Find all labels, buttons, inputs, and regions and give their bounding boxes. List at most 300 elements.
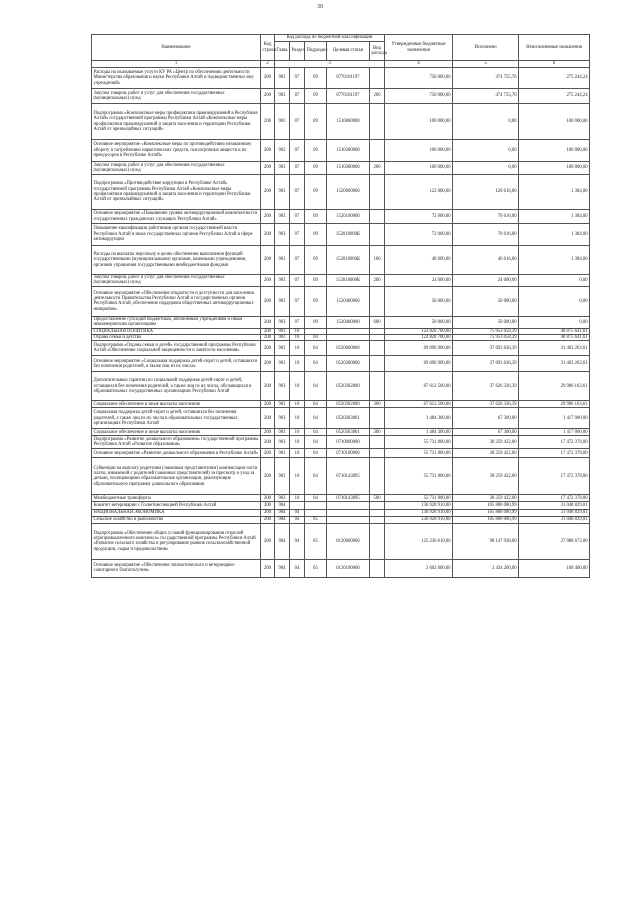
row-executed: 474 755,76	[453, 89, 519, 104]
row-line-code: 200	[261, 316, 275, 328]
row-chapter: 903	[275, 224, 290, 246]
table-row	[92, 89, 590, 104]
row-approved: 100 000,00	[385, 140, 453, 162]
row-name: Расходы на выплаты персоналу в целях обеспечения выполнения функций государственными (муниципальными) органами, казенными учреждениями, органами управления государственными внебюджетными фондами	[92, 246, 261, 275]
row-expense-type	[370, 516, 385, 523]
table-row	[92, 559, 590, 577]
row-name: Основное мероприятие «Обеспечение открытости и доступности для населения деятельности Правительства Республики Алтай и государственных органов Республики Алтай, обеспечение поддержки общественных антикоррупционных инициатив»	[92, 286, 261, 316]
row-section: 04	[290, 559, 305, 577]
column-number: 4	[385, 61, 453, 68]
row-name: Подпрограмма «Комплексные меры профилактики правонарушений в Республике Алтай» государственной программы Республики Алтай «Комплексные меры профилактики правонарушений и защита населения и территории Республики Алтай от чрезвычайных ситуаций»	[92, 104, 261, 140]
row-unexecuted: 48 875 641,61	[519, 328, 590, 334]
row-name: Расходы на оказываемые услуги КУ РА «Центр по обеспечению деятельности Министерства образования и науки Республики Алтай и подведомственных ему учреждений»	[92, 68, 261, 89]
row-chapter: 903	[275, 372, 290, 401]
table-row	[92, 523, 590, 559]
row-target-item: 0770101197	[327, 68, 370, 89]
row-executed: 24 000,00	[453, 275, 519, 287]
row-chapter: 903	[275, 275, 290, 287]
row-approved: 55 731 800,00	[385, 495, 453, 502]
row-expense-type: 300	[370, 429, 385, 436]
row-expense-type	[370, 372, 385, 401]
row-expense-type: 200	[370, 89, 385, 104]
row-approved: 1 484 300,00	[385, 408, 453, 429]
row-approved: 50 000,00	[385, 316, 453, 328]
table-row	[92, 210, 590, 224]
row-unexecuted: 29 986 163,61	[519, 401, 590, 408]
row-unexecuted: 1 417 000,00	[519, 408, 590, 429]
row-executed: 105 880 080,99	[453, 502, 519, 510]
table-row	[92, 162, 590, 175]
table-row	[92, 372, 590, 401]
header-target-item: Целевая статья	[327, 42, 370, 61]
row-section: 10	[290, 401, 305, 408]
row-unexecuted: 275 244,24	[519, 68, 590, 89]
row-subsection: 04	[305, 401, 327, 408]
row-target-item: 1520100000	[327, 210, 370, 224]
row-chapter: 904	[275, 516, 290, 523]
table-row	[92, 429, 590, 436]
row-line-code: 200	[261, 341, 275, 356]
row-line-code: 200	[261, 68, 275, 89]
row-approved: 125 236 610,00	[385, 523, 453, 559]
row-unexecuted: 31 403 263,61	[519, 356, 590, 372]
row-executed: 46 616,00	[453, 246, 519, 275]
header-section: Раздел	[290, 42, 305, 61]
row-executed: 0,00	[453, 162, 519, 175]
row-subsection: 04	[305, 356, 327, 372]
row-section: 04	[290, 523, 305, 559]
row-chapter: 904	[275, 502, 290, 510]
table-row	[92, 316, 590, 328]
row-section: 04	[290, 516, 305, 523]
row-line-code: 200	[261, 401, 275, 408]
row-section: 07	[290, 316, 305, 328]
row-unexecuted: 100 000,00	[519, 104, 590, 140]
row-line-code: 200	[261, 335, 275, 341]
row-unexecuted: 31 403 263,61	[519, 341, 590, 356]
row-unexecuted: 17 472 378,00	[519, 449, 590, 458]
row-target-item: 152010000К	[327, 246, 370, 275]
row-approved: 750 000,00	[385, 68, 453, 89]
row-expense-type	[370, 408, 385, 429]
row-target-item: 1510300000	[327, 162, 370, 175]
row-unexecuted: 17 472 378,00	[519, 458, 590, 495]
row-line-code: 200	[261, 175, 275, 210]
row-approved: 122 000,00	[385, 175, 453, 210]
table-row	[92, 246, 590, 275]
row-target-item: 1520000000	[327, 175, 370, 210]
table-row	[92, 408, 590, 429]
row-unexecuted: 0,00	[519, 275, 590, 287]
header-expense-type: Вид расхода	[370, 42, 385, 61]
row-executed: 70 616,00	[453, 224, 519, 246]
row-section: 07	[290, 104, 305, 140]
row-section: 07	[290, 224, 305, 246]
table-row	[92, 356, 590, 372]
row-unexecuted: 1 384,00	[519, 246, 590, 275]
table-row	[92, 341, 590, 356]
row-name: Закупка товаров, работ и услуг для обеспечения государственных (муниципальных) нужд	[92, 89, 261, 104]
row-line-code: 200	[261, 559, 275, 577]
row-executed: 37 626 336,39	[453, 372, 519, 401]
row-line-code: 200	[261, 502, 275, 510]
row-name: Закупка товаров, работ и услуг для обеспечения государственных (муниципальных) нужд	[92, 162, 261, 175]
row-unexecuted: 31 048 829,01	[519, 502, 590, 510]
row-line-code: 200	[261, 436, 275, 449]
row-target-item	[327, 502, 370, 510]
row-name: Подпрограмма «Противодействие коррупции в Республике Алтай» государственной программы Республики Алтай «Комплексные меры профилактики правонарушений и защита населения и территории Республики Алтай от чрезвычайных ситуаций»	[92, 175, 261, 210]
row-chapter: 903	[275, 341, 290, 356]
table-row	[92, 104, 590, 140]
row-name: НАЦИОНАЛЬНАЯ ЭКОНОМИКА	[92, 510, 261, 516]
row-name: Социальное обеспечение и иные выплаты населению	[92, 401, 261, 408]
row-approved: 100 000,00	[385, 162, 453, 175]
row-subsection: 05	[305, 523, 327, 559]
row-approved: 69 096 900,00	[385, 356, 453, 372]
row-expense-type	[370, 449, 385, 458]
row-executed: 38 259 422,00	[453, 458, 519, 495]
header-name: Наименование	[92, 35, 261, 61]
row-line-code: 200	[261, 140, 275, 162]
row-name: Субвенции на выплату родителям (законным представителям) компенсации части платы, взимаемой с родителей (законных представителей) за присмотр и уход за детьми, посещающими образовательные организации, реализующие образовательную программу дошкольного образования	[92, 458, 261, 495]
row-approved: 2 602 600,00	[385, 559, 453, 577]
row-subsection: 09	[305, 275, 327, 287]
row-expense-type: 500	[370, 495, 385, 502]
row-executed: 75 953 058,39	[453, 328, 519, 334]
row-chapter: 903	[275, 408, 290, 429]
row-unexecuted: 168 400,00	[519, 559, 590, 577]
row-executed: 38 259 422,00	[453, 495, 519, 502]
row-executed: 38 259 422,00	[453, 449, 519, 458]
row-executed: 50 000,00	[453, 286, 519, 316]
row-expense-type: 600	[370, 316, 385, 328]
row-line-code: 200	[261, 162, 275, 175]
header-subsection: Подраздел	[305, 42, 327, 61]
row-approved: 55 731 800,00	[385, 458, 453, 495]
row-approved: 55 731 800,00	[385, 436, 453, 449]
row-expense-type	[370, 502, 385, 510]
row-line-code: 200	[261, 449, 275, 458]
row-target-item: 1520400000	[327, 316, 370, 328]
row-expense-type	[370, 523, 385, 559]
row-chapter: 903	[275, 429, 290, 436]
row-name: Подпрограмма «Развитие дошкольного образования» государственной программы Республики Алтай «Развитие образования»	[92, 436, 261, 449]
row-subsection: 05	[305, 559, 327, 577]
row-line-code: 200	[261, 510, 275, 516]
row-executed: 37 626 336,39	[453, 401, 519, 408]
row-approved: 72 000,00	[385, 224, 453, 246]
row-executed: 105 880 080,99	[453, 516, 519, 523]
row-unexecuted: 31 048 829,01	[519, 510, 590, 516]
row-subsection: 09	[305, 68, 327, 89]
row-chapter: 903	[275, 316, 290, 328]
row-chapter: 903	[275, 356, 290, 372]
row-executed: 37 693 636,39	[453, 341, 519, 356]
row-unexecuted: 1 384,00	[519, 175, 590, 210]
row-approved: 124 828 700,00	[385, 328, 453, 334]
row-expense-type	[370, 436, 385, 449]
row-subsection: 04	[305, 408, 327, 429]
table-row	[92, 275, 590, 287]
row-executed: 70 616,00	[453, 210, 519, 224]
row-name: Основное мероприятие «Комплексные меры по противодействию незаконному обороту и потреблению наркотических средств, психотропных веществ и их прекурсоров в Республике Алтай»	[92, 140, 261, 162]
row-executed: 105 880 080,99	[453, 510, 519, 516]
row-chapter: 903	[275, 210, 290, 224]
row-line-code: 200	[261, 286, 275, 316]
row-subsection: 09	[305, 104, 327, 140]
column-number: 1	[92, 61, 261, 68]
row-unexecuted: 27 088 672,00	[519, 523, 590, 559]
table-row	[92, 401, 590, 408]
row-chapter: 903	[275, 104, 290, 140]
column-number: 6	[519, 61, 590, 68]
row-executed: 38 259 422,00	[453, 436, 519, 449]
header-executed: Исполнено	[453, 35, 519, 61]
row-section: 10	[290, 458, 305, 495]
row-approved: 24 000,00	[385, 275, 453, 287]
row-unexecuted: 1 417 000,00	[519, 429, 590, 436]
row-target-item: 0520303061	[327, 408, 370, 429]
row-chapter: 903	[275, 335, 290, 341]
row-line-code: 200	[261, 89, 275, 104]
row-subsection: 09	[305, 89, 327, 104]
row-subsection: 04	[305, 436, 327, 449]
row-line-code: 200	[261, 356, 275, 372]
row-subsection: 09	[305, 140, 327, 162]
row-approved: 124 828 700,00	[385, 335, 453, 341]
row-target-item: 1510300000	[327, 140, 370, 162]
row-section: 10	[290, 335, 305, 341]
row-name: Основное мероприятие «Развитие дошкольного образования в Республике Алтай»	[92, 449, 261, 458]
row-target-item: 0710143895	[327, 458, 370, 495]
row-subsection: 04	[305, 341, 327, 356]
row-subsection: 09	[305, 246, 327, 275]
row-expense-type: 200	[370, 162, 385, 175]
row-line-code: 200	[261, 328, 275, 334]
header-unexecuted: Неисполненные назначения	[519, 35, 590, 61]
row-target-item: 0520000000	[327, 341, 370, 356]
row-subsection: 04	[305, 335, 327, 341]
row-chapter: 904	[275, 523, 290, 559]
row-line-code: 200	[261, 224, 275, 246]
table-row	[92, 286, 590, 316]
row-name: Основное мероприятие «Обеспечение эпизоотического и ветеринарно-санитарного благополучия»	[92, 559, 261, 577]
row-line-code: 200	[261, 516, 275, 523]
row-section: 10	[290, 436, 305, 449]
row-approved: 136 928 910,00	[385, 502, 453, 510]
row-name: Межбюджетные трансферты	[92, 495, 261, 502]
row-expense-type	[370, 356, 385, 372]
row-subsection	[305, 502, 327, 510]
row-chapter: 903	[275, 246, 290, 275]
row-section: 10	[290, 408, 305, 429]
row-unexecuted: 17 472 378,00	[519, 495, 590, 502]
row-line-code: 200	[261, 372, 275, 401]
row-line-code: 200	[261, 458, 275, 495]
table-row	[92, 175, 590, 210]
row-chapter: 903	[275, 436, 290, 449]
row-line-code: 200	[261, 246, 275, 275]
row-approved: 72 000,00	[385, 210, 453, 224]
row-chapter: 904	[275, 510, 290, 516]
row-name: Подпрограмма «Обеспечение общих условий функционирования отраслей агропромышленного комплекса» государственной программы Республики Алтай «Развитие сельского хозяйства и регулирование рынков сельскохозяйственной продукции, сырья и продовольствия»	[92, 523, 261, 559]
page-number: 30	[317, 4, 323, 10]
row-target-item: 152010000К	[327, 275, 370, 287]
row-subsection: 09	[305, 316, 327, 328]
row-executed: 67 300,00	[453, 408, 519, 429]
row-section: 07	[290, 175, 305, 210]
row-subsection: 09	[305, 286, 327, 316]
table-row	[92, 495, 590, 502]
row-expense-type	[370, 210, 385, 224]
row-section: 04	[290, 510, 305, 516]
column-number: 5	[453, 61, 519, 68]
row-executed: 474 755,76	[453, 68, 519, 89]
row-subsection: 04	[305, 458, 327, 495]
row-expense-type	[370, 286, 385, 316]
row-subsection: 04	[305, 495, 327, 502]
row-section: 10	[290, 495, 305, 502]
row-approved: 1 484 300,00	[385, 429, 453, 436]
row-unexecuted: 0,00	[519, 316, 590, 328]
column-number: 3	[275, 61, 385, 68]
row-line-code: 200	[261, 104, 275, 140]
row-target-item: 0120000000	[327, 523, 370, 559]
row-name: Охрана семьи и детства	[92, 335, 261, 341]
row-unexecuted: 1 384,00	[519, 224, 590, 246]
header-approved: Утвержденные бюджетные назначения	[385, 35, 453, 61]
row-executed: 75 953 058,39	[453, 335, 519, 341]
row-section: 07	[290, 68, 305, 89]
row-approved: 67 612 500,00	[385, 372, 453, 401]
row-expense-type	[370, 175, 385, 210]
row-section: 07	[290, 286, 305, 316]
row-target-item: 0520303061	[327, 429, 370, 436]
row-unexecuted: 29 986 163,61	[519, 372, 590, 401]
row-name: Предоставление субсидий бюджетным, автономным учреждениям и иным некоммерческим организациям	[92, 316, 261, 328]
row-subsection: 09	[305, 175, 327, 210]
table-row	[92, 458, 590, 495]
row-name: Закупка товаров, работ и услуг для обеспечения государственных (муниципальных) нужд	[92, 275, 261, 287]
row-approved: 100 000,00	[385, 104, 453, 140]
row-expense-type: 100	[370, 246, 385, 275]
column-number: 2	[261, 61, 275, 68]
row-target-item: 0120100000	[327, 559, 370, 577]
row-line-code: 200	[261, 408, 275, 429]
row-section: 10	[290, 356, 305, 372]
row-name: Подпрограмма «Охрана семьи и детей» государственной программы Республики Алтай «Обеспечение социальной защищенности и занятости населения»	[92, 341, 261, 356]
row-chapter: 903	[275, 458, 290, 495]
row-section	[290, 502, 305, 510]
row-chapter: 903	[275, 401, 290, 408]
row-section: 10	[290, 449, 305, 458]
row-section: 10	[290, 328, 305, 334]
row-subsection: 09	[305, 162, 327, 175]
row-subsection: 09	[305, 224, 327, 246]
table-row	[92, 516, 590, 523]
row-target-item: 0770101197	[327, 89, 370, 104]
row-executed: 0,00	[453, 104, 519, 140]
row-chapter: 903	[275, 449, 290, 458]
row-unexecuted: 100 000,00	[519, 162, 590, 175]
row-target-item: 1520400000	[327, 286, 370, 316]
row-executed: 2 434 200,00	[453, 559, 519, 577]
row-approved: 67 612 500,00	[385, 401, 453, 408]
row-chapter: 903	[275, 495, 290, 502]
row-section: 10	[290, 429, 305, 436]
row-executed: 67 300,00	[453, 429, 519, 436]
row-line-code: 200	[261, 210, 275, 224]
row-section: 10	[290, 341, 305, 356]
row-line-code: 200	[261, 523, 275, 559]
row-section: 07	[290, 162, 305, 175]
row-subsection: 04	[305, 372, 327, 401]
row-line-code: 200	[261, 275, 275, 287]
row-target-item: 0520300000	[327, 356, 370, 372]
row-name: Социальное обеспечение и иные выплаты населению	[92, 429, 261, 436]
row-unexecuted: 31 048 829,01	[519, 516, 590, 523]
row-target-item: 1510000000	[327, 104, 370, 140]
row-name: Комитет ветеринарии с Госветинспекцией Республики Алтай	[92, 502, 261, 510]
row-chapter: 903	[275, 68, 290, 89]
row-name: Повышение квалификации работников органов государственной власти Республики Алтай и иных государственных органов Республики Алтай в сфере антикоррупции	[92, 224, 261, 246]
table-row	[92, 68, 590, 89]
row-expense-type: 200	[370, 275, 385, 287]
row-executed: 98 147 938,00	[453, 523, 519, 559]
table-row	[92, 502, 590, 510]
row-target-item	[327, 516, 370, 523]
row-target-item: 0710100000	[327, 449, 370, 458]
row-chapter: 903	[275, 328, 290, 334]
row-approved: 750 000,00	[385, 89, 453, 104]
row-expense-type	[370, 341, 385, 356]
row-line-code: 200	[261, 429, 275, 436]
row-expense-type	[370, 458, 385, 495]
row-expense-type	[370, 559, 385, 577]
row-subsection: 04	[305, 449, 327, 458]
row-expense-type	[370, 224, 385, 246]
row-section: 07	[290, 246, 305, 275]
table-row	[92, 449, 590, 458]
row-subsection: 04	[305, 429, 327, 436]
table-row	[92, 224, 590, 246]
row-name: Основное мероприятие «Социальная поддержка детей-сирот и детей, оставшихся без попечения родителей, а также лиц из их числа»	[92, 356, 261, 372]
row-unexecuted: 1 384,00	[519, 210, 590, 224]
row-expense-type: 300	[370, 401, 385, 408]
row-target-item: 152010000К	[327, 224, 370, 246]
row-executed: 0,00	[453, 140, 519, 162]
row-subsection: 09	[305, 210, 327, 224]
row-chapter: 903	[275, 140, 290, 162]
row-expense-type	[370, 68, 385, 89]
row-approved: 50 000,00	[385, 286, 453, 316]
row-approved: 136 928 910,00	[385, 516, 453, 523]
row-expense-type	[370, 104, 385, 140]
row-chapter: 903	[275, 162, 290, 175]
row-approved: 48 000,00	[385, 246, 453, 275]
row-line-code: 200	[261, 495, 275, 502]
row-section: 07	[290, 210, 305, 224]
row-executed: 37 693 636,39	[453, 356, 519, 372]
row-chapter: 903	[275, 89, 290, 104]
row-name: Основное мероприятие «Повышение уровня антикоррупционной компетентности государственных гражданских служащих Республики Алтай»	[92, 210, 261, 224]
row-target-item: 0520302000	[327, 401, 370, 408]
row-chapter: 903	[275, 286, 290, 316]
row-chapter: 904	[275, 559, 290, 577]
row-approved: 69 096 900,00	[385, 341, 453, 356]
table-row	[92, 140, 590, 162]
row-name: Социальная поддержка детей-сирот и детей, оставшихся без попечения родителей, а также лиц из их числа в образовательных государственных организациях Республики Алтай	[92, 408, 261, 429]
